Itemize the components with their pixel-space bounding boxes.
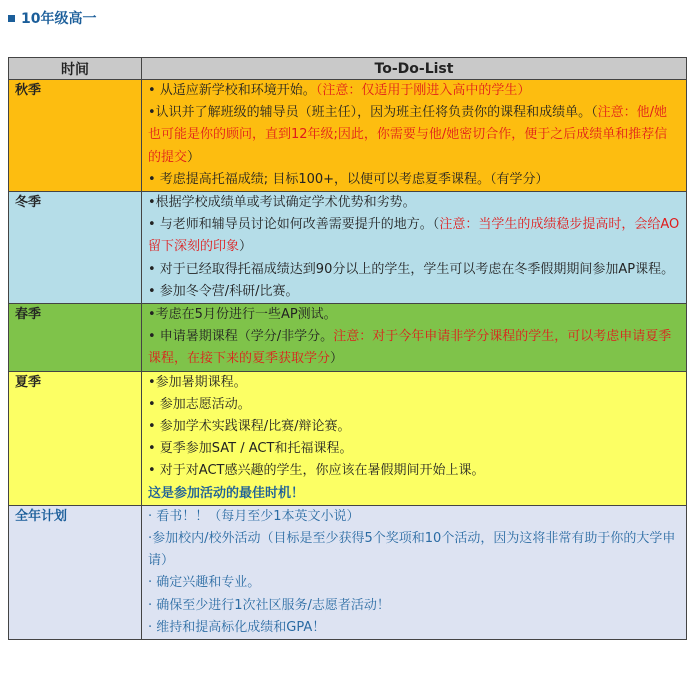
todo-item: • 考虑提高托福成绩; 目标100+，以便可以考虑夏季课程。（有学分）: [148, 171, 549, 187]
todo-item: [148, 102, 680, 169]
todo-item: •根据学校成绩单或考试确定学术优势和劣势。: [148, 195, 416, 211]
note-text: （注意：仅适用于刚进入高中的学生）: [315, 83, 531, 98]
season-label-autumn: 秋季: [9, 80, 142, 192]
todo-item: • 参加学术实践课程/比赛/辩论赛。: [148, 419, 351, 435]
header-time: 时间: [9, 58, 142, 80]
highlight-text: 这是参加活动的最佳时机！: [148, 485, 305, 501]
note-text: 注意：当学生的成绩稳步提高时，会给AO留下深刻的印象: [148, 217, 680, 255]
row-spring: [9, 304, 687, 372]
todo-item: • 参加志愿活动。: [148, 396, 251, 412]
todo-item: [148, 326, 680, 370]
todo-item: · 维持和提高标化成绩和GPA！: [148, 619, 326, 635]
todo-item: [148, 80, 680, 102]
note-text: 注意：他/她也可能是你的顾问，直到12年级;因此，你需要与他/她密切合作，便于之后成绩单和推荐信的提交: [148, 105, 668, 165]
todo-item: ·参加校内/校外活动（目标是至少获得5个奖项和10个活动，因为这将非常有助于你的大学申请）: [148, 531, 676, 569]
summer-todo-cell: [142, 371, 687, 505]
todo-text: ）: [330, 351, 344, 367]
section-heading: [8, 8, 96, 28]
todo-item: • 对于已经取得托福成绩达到90分以上的学生，学生可以考虑在冬季假期期间参加AP课程。: [148, 261, 675, 277]
row-full-year: [9, 505, 687, 639]
todo-item: •参加暑期课程。: [148, 374, 247, 390]
todo-item: • 参加冬令营/科研/比赛。: [148, 283, 299, 299]
todo-item: [148, 214, 680, 258]
todo-table: [8, 57, 687, 640]
todo-item: • 夏季参加SAT / ACT和托福课程。: [148, 441, 353, 457]
spring-todo-cell: [142, 304, 687, 372]
todo-item: • 对于对ACT感兴趣的学生，你应该在暑假期间开始上课。: [148, 463, 485, 479]
todo-item: · 看书！！（每月至少1本英文小说）: [148, 508, 360, 524]
header-todo: To-Do-List: [142, 58, 687, 80]
row-autumn: [9, 80, 687, 192]
todo-text: • 申请暑期课程（学分/非学分。: [148, 329, 334, 345]
todo-item: · 确定兴趣和专业。: [148, 575, 261, 591]
todo-text: ）: [239, 239, 253, 255]
todo-text: • 从适应新学校和环境开始。: [148, 83, 316, 98]
full-year-todo-cell: [142, 505, 687, 639]
season-label-full-year: 全年计划: [9, 505, 142, 639]
season-label-spring: 春季: [9, 304, 142, 372]
todo-item: •考虑在5月份进行一些AP测试。: [148, 307, 337, 323]
todo-item: · 确保至少进行1次社区服务/志愿者活动！: [148, 597, 390, 613]
winter-todo-cell: [142, 192, 687, 304]
todo-text: ）: [187, 149, 201, 165]
todo-text: •认识并了解班级的辅导员（班主任），因为班主任将负责你的课程和成绩单。（: [148, 105, 598, 121]
table-header-row: [9, 58, 687, 80]
autumn-todo-cell: [142, 80, 687, 192]
season-label-summer: 夏季: [9, 371, 142, 505]
row-winter: [9, 192, 687, 304]
row-summer: [9, 371, 687, 505]
note-text: 注意：对于今年申请非学分课程的学生，可以考虑申请夏季课程，在接下来的夏季获取学分: [148, 329, 672, 367]
season-label-winter: 冬季: [9, 192, 142, 304]
todo-text: • 与老师和辅导员讨论如何改善需要提升的地方。（: [148, 217, 440, 233]
square-bullet-icon: [8, 15, 15, 22]
section-heading-text: 10年级高一: [21, 11, 97, 27]
